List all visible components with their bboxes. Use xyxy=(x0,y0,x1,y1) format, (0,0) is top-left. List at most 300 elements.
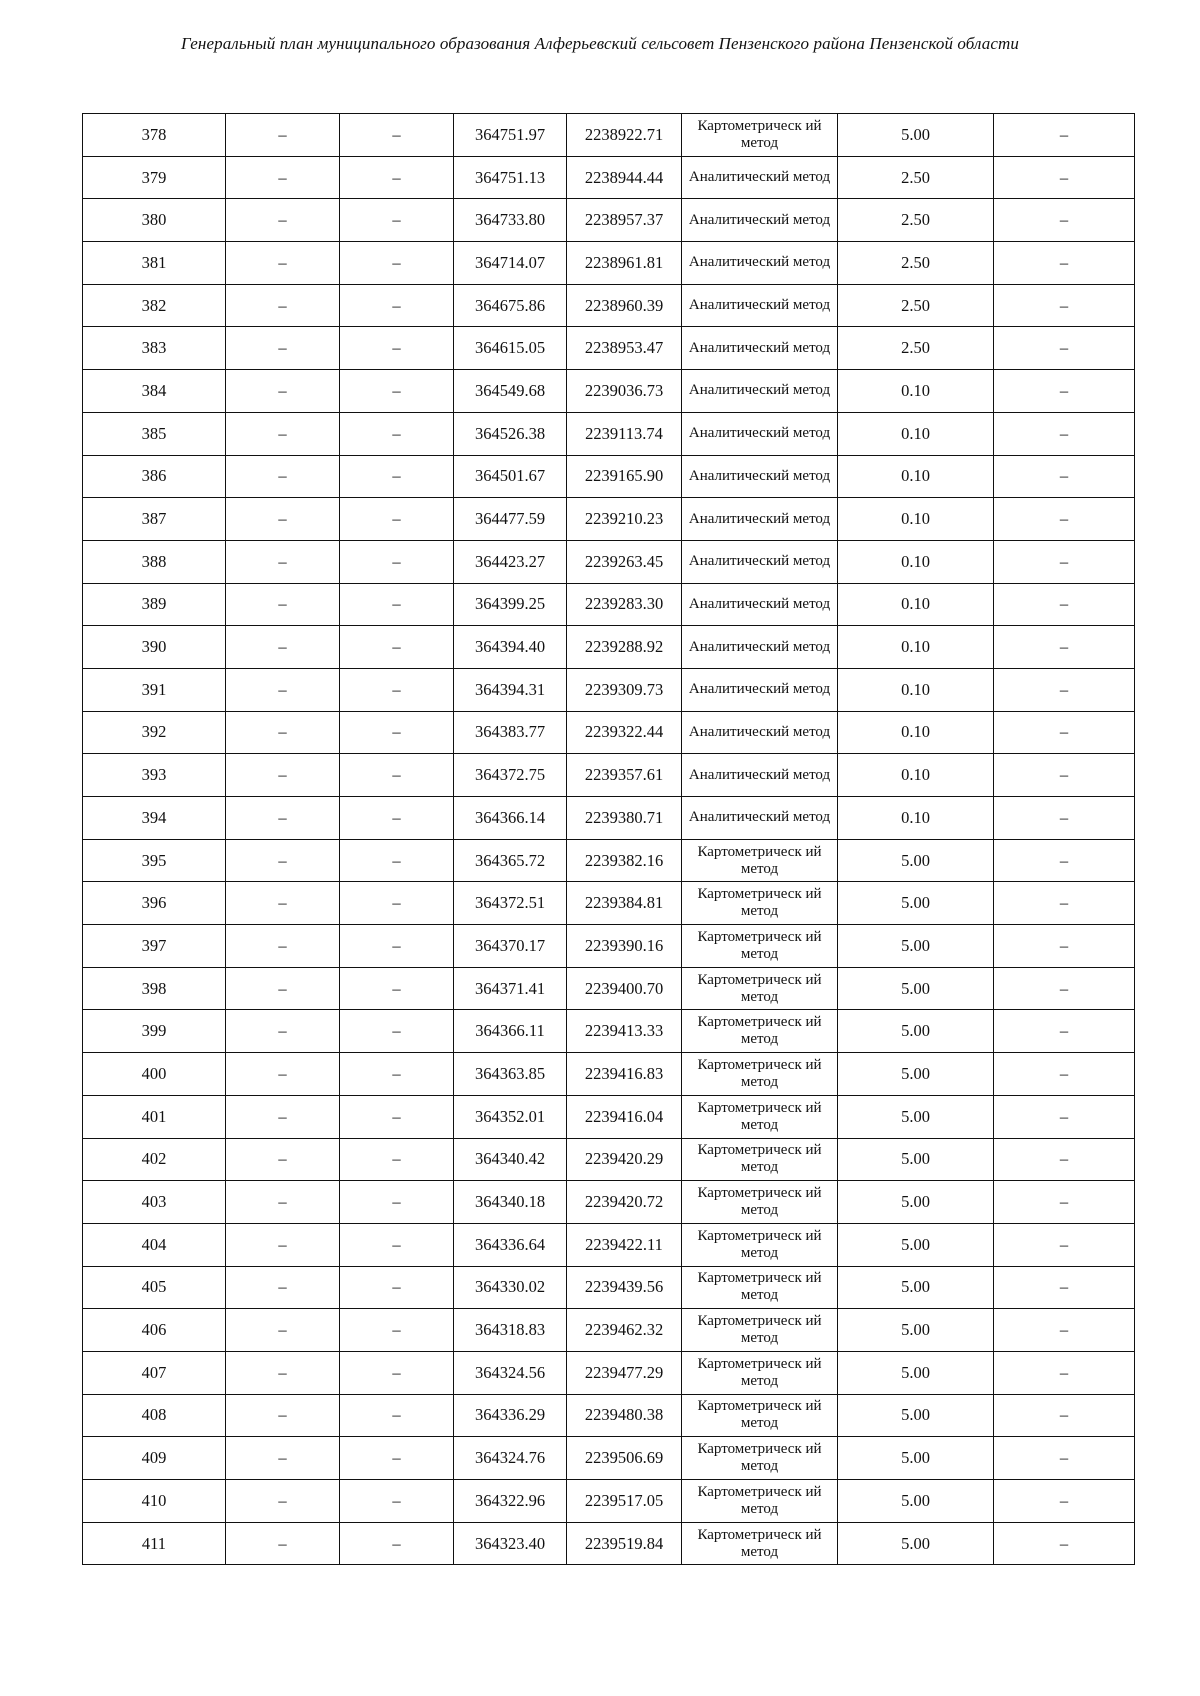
empty-cell: – xyxy=(226,1480,340,1523)
empty-cell: – xyxy=(226,668,340,711)
empty-cell: – xyxy=(226,1351,340,1394)
accuracy-cell: 0.10 xyxy=(838,455,994,498)
table-row xyxy=(83,882,1135,925)
empty-cell: – xyxy=(340,583,454,626)
y-coordinate-cell: 2239439.56 xyxy=(567,1266,682,1309)
y-coordinate-cell: 2238957.37 xyxy=(567,199,682,242)
point-number-cell: 392 xyxy=(83,711,226,754)
accuracy-cell: 2.50 xyxy=(838,242,994,285)
point-number-cell: 390 xyxy=(83,626,226,669)
x-coordinate-cell: 364336.29 xyxy=(454,1394,567,1437)
empty-cell: – xyxy=(994,1053,1135,1096)
empty-cell: – xyxy=(226,242,340,285)
empty-cell: – xyxy=(340,1480,454,1523)
empty-cell: – xyxy=(226,797,340,840)
empty-cell: – xyxy=(994,754,1135,797)
x-coordinate-cell: 364318.83 xyxy=(454,1309,567,1352)
empty-cell: – xyxy=(226,1309,340,1352)
empty-cell: – xyxy=(340,1351,454,1394)
coordinates-table xyxy=(82,113,1135,1565)
table-row xyxy=(83,1138,1135,1181)
empty-cell: – xyxy=(226,114,340,157)
method-cell: Аналитический метод xyxy=(682,242,838,285)
y-coordinate-cell: 2238961.81 xyxy=(567,242,682,285)
empty-cell: – xyxy=(226,327,340,370)
x-coordinate-cell: 364751.97 xyxy=(454,114,567,157)
point-number-cell: 411 xyxy=(83,1522,226,1565)
y-coordinate-cell: 2238922.71 xyxy=(567,114,682,157)
y-coordinate-cell: 2239322.44 xyxy=(567,711,682,754)
empty-cell: – xyxy=(340,284,454,327)
empty-cell: – xyxy=(226,1522,340,1565)
empty-cell: – xyxy=(994,882,1135,925)
x-coordinate-cell: 364324.56 xyxy=(454,1351,567,1394)
empty-cell: – xyxy=(340,370,454,413)
point-number-cell: 382 xyxy=(83,284,226,327)
table-row xyxy=(83,370,1135,413)
empty-cell: – xyxy=(340,839,454,882)
point-number-cell: 406 xyxy=(83,1309,226,1352)
x-coordinate-cell: 364366.11 xyxy=(454,1010,567,1053)
accuracy-cell: 0.10 xyxy=(838,797,994,840)
y-coordinate-cell: 2239380.71 xyxy=(567,797,682,840)
empty-cell: – xyxy=(226,370,340,413)
table-row xyxy=(83,455,1135,498)
empty-cell: – xyxy=(340,882,454,925)
y-coordinate-cell: 2239477.29 xyxy=(567,1351,682,1394)
point-number-cell: 383 xyxy=(83,327,226,370)
accuracy-cell: 5.00 xyxy=(838,1351,994,1394)
y-coordinate-cell: 2239462.32 xyxy=(567,1309,682,1352)
empty-cell: – xyxy=(994,626,1135,669)
empty-cell: – xyxy=(226,455,340,498)
table-row xyxy=(83,668,1135,711)
empty-cell: – xyxy=(994,199,1135,242)
table-row xyxy=(83,1522,1135,1565)
page-header: Генеральный план муниципального образования Алферьевский сельсовет Пензенского района Пензенской области xyxy=(181,34,1019,53)
accuracy-cell: 5.00 xyxy=(838,1394,994,1437)
y-coordinate-cell: 2239113.74 xyxy=(567,412,682,455)
table-row xyxy=(83,1394,1135,1437)
empty-cell: – xyxy=(226,1437,340,1480)
y-coordinate-cell: 2239416.04 xyxy=(567,1095,682,1138)
accuracy-cell: 5.00 xyxy=(838,114,994,157)
accuracy-cell: 5.00 xyxy=(838,967,994,1010)
point-number-cell: 397 xyxy=(83,925,226,968)
table-row xyxy=(83,925,1135,968)
empty-cell: – xyxy=(994,1394,1135,1437)
empty-cell: – xyxy=(226,1223,340,1266)
empty-cell: – xyxy=(994,327,1135,370)
empty-cell: – xyxy=(340,711,454,754)
table-row xyxy=(83,1351,1135,1394)
method-cell: Картометрическ ий метод xyxy=(682,1095,838,1138)
accuracy-cell: 5.00 xyxy=(838,1010,994,1053)
point-number-cell: 380 xyxy=(83,199,226,242)
empty-cell: – xyxy=(226,882,340,925)
point-number-cell: 395 xyxy=(83,839,226,882)
table-row xyxy=(83,1437,1135,1480)
method-cell: Аналитический метод xyxy=(682,455,838,498)
method-cell: Аналитический метод xyxy=(682,199,838,242)
point-number-cell: 388 xyxy=(83,540,226,583)
x-coordinate-cell: 364330.02 xyxy=(454,1266,567,1309)
empty-cell: – xyxy=(226,1138,340,1181)
method-cell: Картометрическ ий метод xyxy=(682,967,838,1010)
empty-cell: – xyxy=(226,1181,340,1224)
method-cell: Картометрическ ий метод xyxy=(682,114,838,157)
empty-cell: – xyxy=(340,668,454,711)
empty-cell: – xyxy=(994,540,1135,583)
accuracy-cell: 5.00 xyxy=(838,1480,994,1523)
empty-cell: – xyxy=(226,583,340,626)
x-coordinate-cell: 364526.38 xyxy=(454,412,567,455)
x-coordinate-cell: 364371.41 xyxy=(454,967,567,1010)
point-number-cell: 407 xyxy=(83,1351,226,1394)
table-row xyxy=(83,1266,1135,1309)
x-coordinate-cell: 364370.17 xyxy=(454,925,567,968)
table-row xyxy=(83,156,1135,199)
empty-cell: – xyxy=(226,540,340,583)
accuracy-cell: 5.00 xyxy=(838,1181,994,1224)
empty-cell: – xyxy=(226,754,340,797)
accuracy-cell: 2.50 xyxy=(838,156,994,199)
table-row xyxy=(83,754,1135,797)
point-number-cell: 400 xyxy=(83,1053,226,1096)
y-coordinate-cell: 2239288.92 xyxy=(567,626,682,669)
table-row xyxy=(83,199,1135,242)
empty-cell: – xyxy=(994,1522,1135,1565)
empty-cell: – xyxy=(340,1394,454,1437)
empty-cell: – xyxy=(340,455,454,498)
method-cell: Аналитический метод xyxy=(682,626,838,669)
point-number-cell: 386 xyxy=(83,455,226,498)
x-coordinate-cell: 364714.07 xyxy=(454,242,567,285)
accuracy-cell: 0.10 xyxy=(838,754,994,797)
x-coordinate-cell: 364615.05 xyxy=(454,327,567,370)
y-coordinate-cell: 2239400.70 xyxy=(567,967,682,1010)
empty-cell: – xyxy=(340,1053,454,1096)
point-number-cell: 399 xyxy=(83,1010,226,1053)
empty-cell: – xyxy=(340,1522,454,1565)
empty-cell: – xyxy=(994,1010,1135,1053)
accuracy-cell: 5.00 xyxy=(838,1522,994,1565)
empty-cell: – xyxy=(340,498,454,541)
y-coordinate-cell: 2239420.29 xyxy=(567,1138,682,1181)
x-coordinate-cell: 364733.80 xyxy=(454,199,567,242)
method-cell: Аналитический метод xyxy=(682,754,838,797)
empty-cell: – xyxy=(340,1181,454,1224)
point-number-cell: 387 xyxy=(83,498,226,541)
empty-cell: – xyxy=(994,1095,1135,1138)
empty-cell: – xyxy=(226,1095,340,1138)
empty-cell: – xyxy=(226,967,340,1010)
point-number-cell: 404 xyxy=(83,1223,226,1266)
y-coordinate-cell: 2239036.73 xyxy=(567,370,682,413)
point-number-cell: 398 xyxy=(83,967,226,1010)
method-cell: Аналитический метод xyxy=(682,711,838,754)
method-cell: Картометрическ ий метод xyxy=(682,1522,838,1565)
empty-cell: – xyxy=(994,668,1135,711)
x-coordinate-cell: 364372.51 xyxy=(454,882,567,925)
y-coordinate-cell: 2239416.83 xyxy=(567,1053,682,1096)
table-row xyxy=(83,242,1135,285)
accuracy-cell: 5.00 xyxy=(838,1266,994,1309)
y-coordinate-cell: 2239283.30 xyxy=(567,583,682,626)
empty-cell: – xyxy=(340,242,454,285)
accuracy-cell: 0.10 xyxy=(838,498,994,541)
empty-cell: – xyxy=(340,199,454,242)
empty-cell: – xyxy=(994,412,1135,455)
accuracy-cell: 5.00 xyxy=(838,1223,994,1266)
accuracy-cell: 5.00 xyxy=(838,1138,994,1181)
empty-cell: – xyxy=(994,1223,1135,1266)
table-row xyxy=(83,797,1135,840)
x-coordinate-cell: 364324.76 xyxy=(454,1437,567,1480)
empty-cell: – xyxy=(226,1053,340,1096)
x-coordinate-cell: 364336.64 xyxy=(454,1223,567,1266)
table-row xyxy=(83,967,1135,1010)
y-coordinate-cell: 2239517.05 xyxy=(567,1480,682,1523)
empty-cell: – xyxy=(226,284,340,327)
empty-cell: – xyxy=(994,1266,1135,1309)
y-coordinate-cell: 2239413.33 xyxy=(567,1010,682,1053)
x-coordinate-cell: 364363.85 xyxy=(454,1053,567,1096)
empty-cell: – xyxy=(340,967,454,1010)
method-cell: Картометрическ ий метод xyxy=(682,1309,838,1352)
point-number-cell: 409 xyxy=(83,1437,226,1480)
x-coordinate-cell: 364751.13 xyxy=(454,156,567,199)
table-row xyxy=(83,114,1135,157)
method-cell: Картометрическ ий метод xyxy=(682,1266,838,1309)
empty-cell: – xyxy=(340,925,454,968)
x-coordinate-cell: 364675.86 xyxy=(454,284,567,327)
table-row xyxy=(83,1181,1135,1224)
accuracy-cell: 0.10 xyxy=(838,412,994,455)
y-coordinate-cell: 2239210.23 xyxy=(567,498,682,541)
table-row xyxy=(83,711,1135,754)
empty-cell: – xyxy=(994,925,1135,968)
point-number-cell: 394 xyxy=(83,797,226,840)
table-row xyxy=(83,540,1135,583)
method-cell: Аналитический метод xyxy=(682,370,838,413)
point-number-cell: 385 xyxy=(83,412,226,455)
table-row xyxy=(83,284,1135,327)
point-number-cell: 410 xyxy=(83,1480,226,1523)
empty-cell: – xyxy=(994,1181,1135,1224)
point-number-cell: 408 xyxy=(83,1394,226,1437)
y-coordinate-cell: 2239382.16 xyxy=(567,839,682,882)
empty-cell: – xyxy=(340,1309,454,1352)
table-row xyxy=(83,1223,1135,1266)
empty-cell: – xyxy=(340,1266,454,1309)
empty-cell: – xyxy=(340,626,454,669)
y-coordinate-cell: 2239384.81 xyxy=(567,882,682,925)
x-coordinate-cell: 364372.75 xyxy=(454,754,567,797)
empty-cell: – xyxy=(994,114,1135,157)
empty-cell: – xyxy=(994,1437,1135,1480)
empty-cell: – xyxy=(994,797,1135,840)
accuracy-cell: 5.00 xyxy=(838,1309,994,1352)
x-coordinate-cell: 364394.31 xyxy=(454,668,567,711)
method-cell: Аналитический метод xyxy=(682,583,838,626)
method-cell: Аналитический метод xyxy=(682,156,838,199)
x-coordinate-cell: 364394.40 xyxy=(454,626,567,669)
accuracy-cell: 5.00 xyxy=(838,1095,994,1138)
y-coordinate-cell: 2239519.84 xyxy=(567,1522,682,1565)
point-number-cell: 405 xyxy=(83,1266,226,1309)
method-cell: Картометрическ ий метод xyxy=(682,925,838,968)
point-number-cell: 402 xyxy=(83,1138,226,1181)
accuracy-cell: 5.00 xyxy=(838,1437,994,1480)
empty-cell: – xyxy=(340,327,454,370)
method-cell: Картометрическ ий метод xyxy=(682,1223,838,1266)
empty-cell: – xyxy=(226,1394,340,1437)
accuracy-cell: 0.10 xyxy=(838,626,994,669)
empty-cell: – xyxy=(340,1437,454,1480)
method-cell: Картометрическ ий метод xyxy=(682,1437,838,1480)
y-coordinate-cell: 2239390.16 xyxy=(567,925,682,968)
accuracy-cell: 0.10 xyxy=(838,583,994,626)
x-coordinate-cell: 364340.18 xyxy=(454,1181,567,1224)
method-cell: Картометрическ ий метод xyxy=(682,1480,838,1523)
empty-cell: – xyxy=(994,370,1135,413)
table-row xyxy=(83,1309,1135,1352)
table-row xyxy=(83,626,1135,669)
method-cell: Картометрическ ий метод xyxy=(682,1010,838,1053)
empty-cell: – xyxy=(994,284,1135,327)
x-coordinate-cell: 364423.27 xyxy=(454,540,567,583)
y-coordinate-cell: 2239263.45 xyxy=(567,540,682,583)
accuracy-cell: 5.00 xyxy=(838,925,994,968)
empty-cell: – xyxy=(994,967,1135,1010)
y-coordinate-cell: 2239165.90 xyxy=(567,455,682,498)
point-number-cell: 396 xyxy=(83,882,226,925)
x-coordinate-cell: 364477.59 xyxy=(454,498,567,541)
empty-cell: – xyxy=(340,412,454,455)
y-coordinate-cell: 2239309.73 xyxy=(567,668,682,711)
accuracy-cell: 2.50 xyxy=(838,284,994,327)
point-number-cell: 403 xyxy=(83,1181,226,1224)
y-coordinate-cell: 2239357.61 xyxy=(567,754,682,797)
empty-cell: – xyxy=(340,1095,454,1138)
empty-cell: – xyxy=(994,498,1135,541)
empty-cell: – xyxy=(226,199,340,242)
accuracy-cell: 5.00 xyxy=(838,882,994,925)
table-body xyxy=(83,114,1135,1565)
empty-cell: – xyxy=(226,626,340,669)
point-number-cell: 393 xyxy=(83,754,226,797)
table-row xyxy=(83,1095,1135,1138)
point-number-cell: 401 xyxy=(83,1095,226,1138)
accuracy-cell: 2.50 xyxy=(838,327,994,370)
empty-cell: – xyxy=(340,1223,454,1266)
method-cell: Аналитический метод xyxy=(682,668,838,711)
empty-cell: – xyxy=(994,1309,1135,1352)
method-cell: Аналитический метод xyxy=(682,284,838,327)
method-cell: Картометрическ ий метод xyxy=(682,1181,838,1224)
accuracy-cell: 5.00 xyxy=(838,839,994,882)
table-row xyxy=(83,1480,1135,1523)
x-coordinate-cell: 364366.14 xyxy=(454,797,567,840)
x-coordinate-cell: 364383.77 xyxy=(454,711,567,754)
method-cell: Картометрическ ий метод xyxy=(682,882,838,925)
empty-cell: – xyxy=(226,156,340,199)
method-cell: Аналитический метод xyxy=(682,540,838,583)
table-row xyxy=(83,412,1135,455)
method-cell: Картометрическ ий метод xyxy=(682,839,838,882)
empty-cell: – xyxy=(226,1266,340,1309)
empty-cell: – xyxy=(340,1138,454,1181)
empty-cell: – xyxy=(340,797,454,840)
x-coordinate-cell: 364365.72 xyxy=(454,839,567,882)
point-number-cell: 391 xyxy=(83,668,226,711)
x-coordinate-cell: 364352.01 xyxy=(454,1095,567,1138)
empty-cell: – xyxy=(226,711,340,754)
accuracy-cell: 2.50 xyxy=(838,199,994,242)
point-number-cell: 381 xyxy=(83,242,226,285)
accuracy-cell: 0.10 xyxy=(838,540,994,583)
empty-cell: – xyxy=(994,156,1135,199)
method-cell: Картометрическ ий метод xyxy=(682,1394,838,1437)
y-coordinate-cell: 2239422.11 xyxy=(567,1223,682,1266)
table-row xyxy=(83,498,1135,541)
table-row xyxy=(83,583,1135,626)
point-number-cell: 379 xyxy=(83,156,226,199)
empty-cell: – xyxy=(994,455,1135,498)
empty-cell: – xyxy=(994,1351,1135,1394)
point-number-cell: 389 xyxy=(83,583,226,626)
empty-cell: – xyxy=(226,839,340,882)
empty-cell: – xyxy=(340,540,454,583)
table-row xyxy=(83,839,1135,882)
method-cell: Аналитический метод xyxy=(682,412,838,455)
method-cell: Картометрическ ий метод xyxy=(682,1351,838,1394)
y-coordinate-cell: 2239420.72 xyxy=(567,1181,682,1224)
empty-cell: – xyxy=(226,925,340,968)
method-cell: Картометрическ ий метод xyxy=(682,1053,838,1096)
x-coordinate-cell: 364340.42 xyxy=(454,1138,567,1181)
x-coordinate-cell: 364323.40 xyxy=(454,1522,567,1565)
table-row xyxy=(83,1010,1135,1053)
x-coordinate-cell: 364322.96 xyxy=(454,1480,567,1523)
y-coordinate-cell: 2239480.38 xyxy=(567,1394,682,1437)
y-coordinate-cell: 2238944.44 xyxy=(567,156,682,199)
accuracy-cell: 5.00 xyxy=(838,1053,994,1096)
x-coordinate-cell: 364549.68 xyxy=(454,370,567,413)
empty-cell: – xyxy=(994,711,1135,754)
point-number-cell: 378 xyxy=(83,114,226,157)
table-row xyxy=(83,1053,1135,1096)
method-cell: Аналитический метод xyxy=(682,797,838,840)
method-cell: Аналитический метод xyxy=(682,327,838,370)
empty-cell: – xyxy=(994,1138,1135,1181)
point-number-cell: 384 xyxy=(83,370,226,413)
y-coordinate-cell: 2238960.39 xyxy=(567,284,682,327)
table-row xyxy=(83,327,1135,370)
method-cell: Картометрическ ий метод xyxy=(682,1138,838,1181)
x-coordinate-cell: 364501.67 xyxy=(454,455,567,498)
empty-cell: – xyxy=(340,156,454,199)
empty-cell: – xyxy=(340,754,454,797)
y-coordinate-cell: 2239506.69 xyxy=(567,1437,682,1480)
accuracy-cell: 0.10 xyxy=(838,370,994,413)
empty-cell: – xyxy=(226,412,340,455)
empty-cell: – xyxy=(994,839,1135,882)
empty-cell: – xyxy=(994,242,1135,285)
method-cell: Аналитический метод xyxy=(682,498,838,541)
empty-cell: – xyxy=(226,498,340,541)
